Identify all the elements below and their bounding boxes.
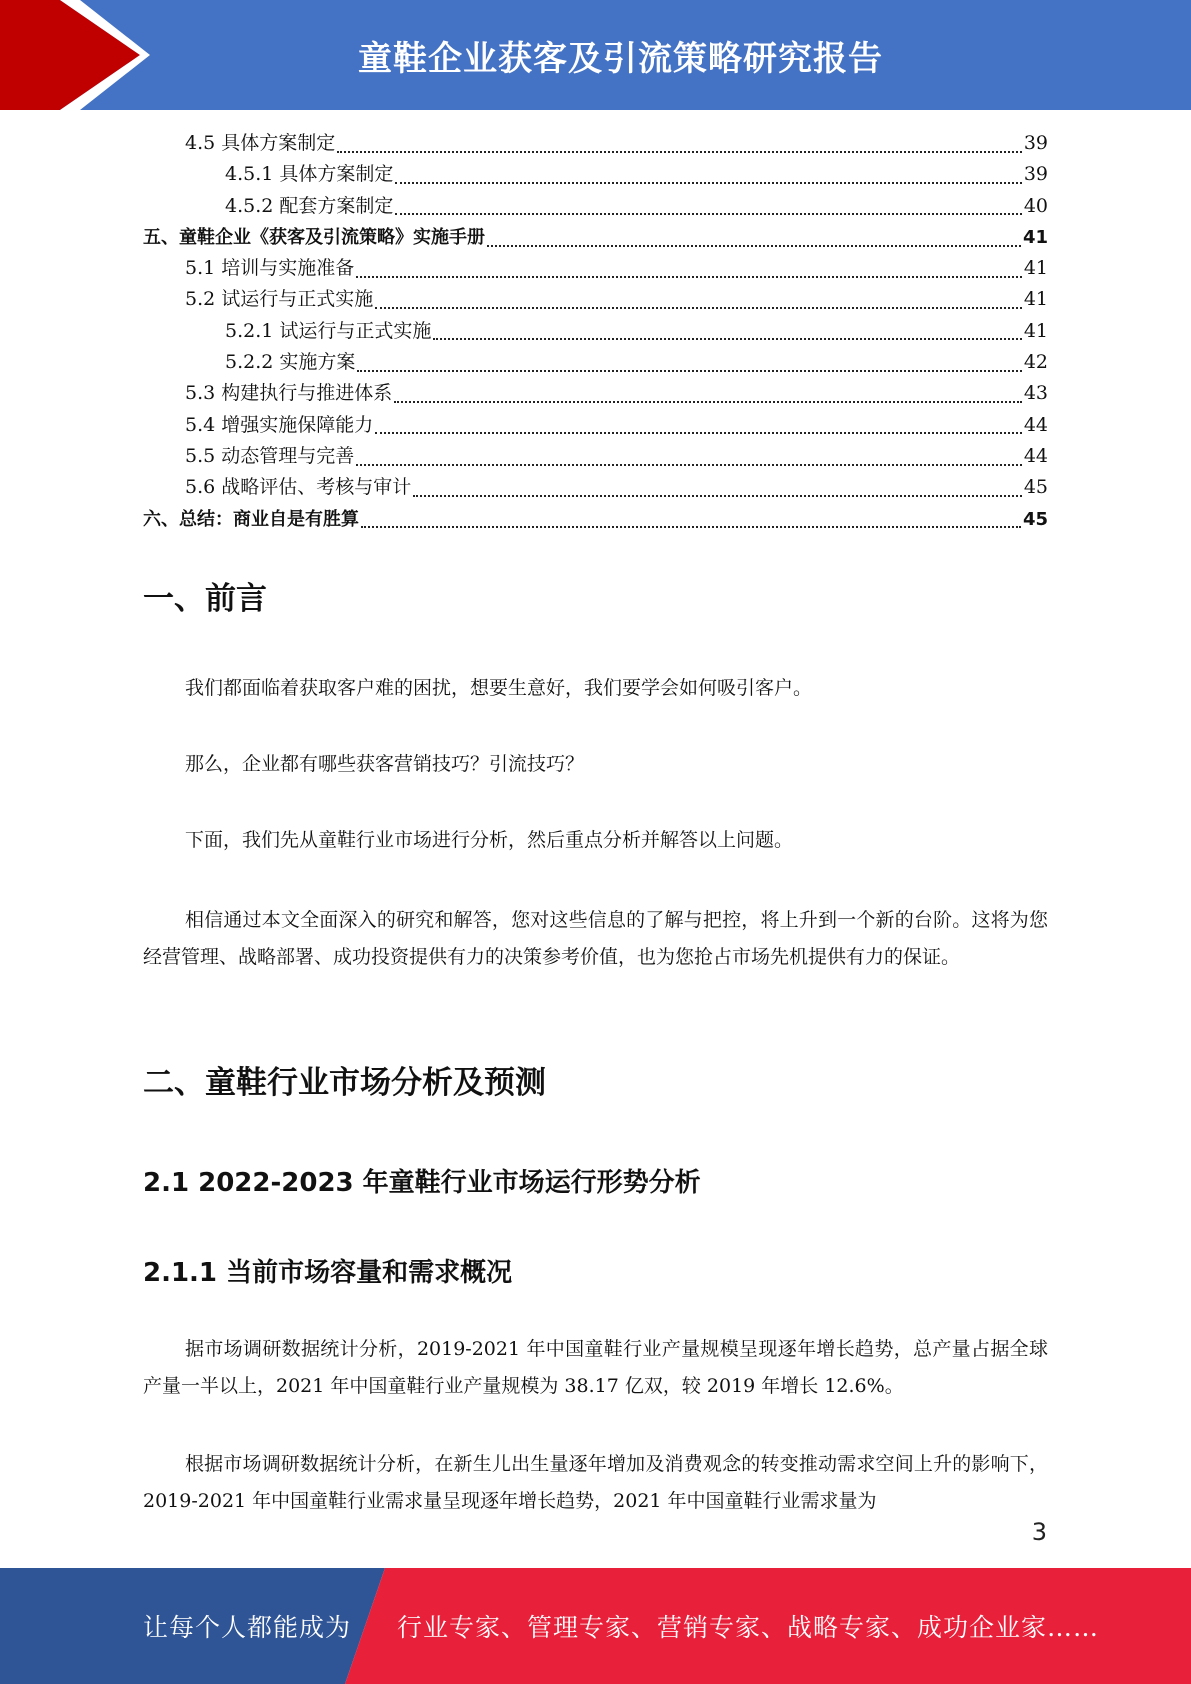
toc-leader-dots bbox=[361, 526, 1021, 528]
toc-entry-page: 42 bbox=[1023, 351, 1048, 374]
toc-entry-label: 4.5 具体方案制定 bbox=[185, 132, 336, 154]
toc-entry-page: 39 bbox=[1023, 132, 1048, 154]
toc-entry[interactable] bbox=[143, 222, 1048, 253]
paragraph: 相信通过本文全面深入的研究和解答，您对这些信息的了解与把控，将上升到一个新的台阶。这将为您经营管理、战略部署、成功投资提供有力的决策参考价值，也为您抢占市场先机提供有力的保证。 bbox=[143, 909, 1048, 968]
toc-entry-label: 5.5 动态管理与完善 bbox=[185, 444, 355, 467]
paragraph: 那么，企业都有哪些获客营销技巧？引流技巧？ bbox=[185, 753, 585, 775]
toc-leader-dots bbox=[337, 151, 1022, 153]
toc-entry-label: 五、童鞋企业《获客及引流策略》实施手册 bbox=[143, 226, 485, 248]
toc-entry-label: 4.5.1 具体方案制定 bbox=[225, 163, 394, 186]
toc-entry-label: 4.5.2 配套方案制定 bbox=[225, 194, 394, 217]
paragraph: 我们都面临着获取客户难的困扰，想要生意好，我们要学会如何吸引客户。 bbox=[185, 677, 813, 699]
toc-entry[interactable] bbox=[143, 191, 1048, 222]
header-arrow-decoration bbox=[0, 0, 200, 110]
toc-entry-page: 39 bbox=[1023, 163, 1048, 186]
toc-entry-page: 45 bbox=[1023, 476, 1048, 499]
table-of-contents bbox=[143, 128, 1048, 535]
toc-entry-label: 5.2.2 实施方案 bbox=[225, 351, 356, 374]
toc-leader-dots bbox=[413, 495, 1022, 497]
toc-entry-page: 41 bbox=[1023, 319, 1048, 342]
toc-leader-dots bbox=[356, 276, 1022, 278]
toc-entry-page: 40 bbox=[1023, 194, 1048, 217]
toc-entry[interactable] bbox=[143, 316, 1048, 347]
toc-entry[interactable] bbox=[143, 159, 1048, 190]
footer-banner bbox=[0, 1568, 1191, 1684]
toc-leader-dots bbox=[394, 401, 1022, 403]
toc-entry[interactable] bbox=[143, 378, 1048, 409]
header-banner bbox=[0, 0, 1191, 110]
toc-entry-label: 5.6 战略评估、考核与审计 bbox=[185, 476, 412, 499]
header-title: 童鞋企业获客及引流策略研究报告 bbox=[358, 38, 883, 79]
toc-leader-dots bbox=[375, 307, 1022, 309]
toc-entry-label: 5.4 增强实施保障能力 bbox=[185, 413, 374, 436]
toc-entry-page: 44 bbox=[1023, 444, 1048, 467]
toc-entry-label: 5.2.1 试运行与正式实施 bbox=[225, 319, 432, 342]
toc-entry[interactable] bbox=[143, 504, 1048, 535]
page-number: 3 bbox=[1031, 1518, 1047, 1546]
toc-leader-dots bbox=[395, 213, 1021, 215]
toc-entry-page: 41 bbox=[1023, 288, 1048, 311]
toc-entry[interactable] bbox=[143, 410, 1048, 441]
subsection-heading: 2.1 2022-2023 年童鞋行业市场运行形势分析 bbox=[143, 1168, 701, 1198]
toc-entry-page: 41 bbox=[1022, 226, 1048, 248]
toc-entry-label: 5.1 培训与实施准备 bbox=[185, 257, 355, 280]
toc-entry[interactable] bbox=[143, 472, 1048, 503]
toc-leader-dots bbox=[357, 370, 1021, 372]
toc-leader-dots bbox=[356, 464, 1022, 466]
toc-leader-dots bbox=[487, 245, 1021, 247]
footer-slogan-left: 让每个人都能成为 bbox=[143, 1613, 352, 1642]
toc-entry-label: 5.3 构建执行与推进体系 bbox=[185, 382, 393, 405]
toc-entry-page: 43 bbox=[1023, 382, 1048, 405]
footer-slogan-right: 行业专家、管理专家、营销专家、战略专家、成功企业家…… bbox=[397, 1613, 1100, 1642]
toc-entry[interactable] bbox=[143, 128, 1048, 159]
toc-entry[interactable] bbox=[143, 347, 1048, 378]
section-heading-market: 二、童鞋行业市场分析及预测 bbox=[143, 1065, 546, 1101]
paragraph: 根据市场调研数据统计分析，在新生儿出生量逐年增加及消费观念的转变推动需求空间上升的影响下，2019-2021 年中国童鞋行业需求量呈现逐年增长趋势，2021 年中国童鞋行业需求量为 bbox=[143, 1453, 1048, 1512]
toc-entry[interactable] bbox=[143, 441, 1048, 472]
toc-entry[interactable] bbox=[143, 253, 1048, 284]
toc-entry-page: 44 bbox=[1023, 413, 1048, 436]
toc-leader-dots bbox=[395, 182, 1021, 184]
toc-entry-page: 41 bbox=[1023, 257, 1048, 280]
toc-entry-page: 45 bbox=[1022, 508, 1048, 530]
toc-entry-label: 六、总结：商业自是有胜算 bbox=[143, 508, 359, 530]
toc-entry[interactable] bbox=[143, 284, 1048, 315]
toc-leader-dots bbox=[375, 432, 1022, 434]
paragraph: 据市场调研数据统计分析，2019-2021 年中国童鞋行业产量规模呈现逐年增长趋势，总产量占据全球产量一半以上，2021 年中国童鞋行业产量规模为 38.17 亿双，较 2019 年增长 12.6%。 bbox=[143, 1338, 1048, 1397]
section-heading-preface: 一、前言 bbox=[143, 581, 267, 617]
toc-leader-dots bbox=[433, 338, 1021, 340]
paragraph: 下面，我们先从童鞋行业市场进行分析，然后重点分析并解答以上问题。 bbox=[185, 829, 794, 851]
subsection-heading: 2.1.1 当前市场容量和需求概况 bbox=[143, 1258, 513, 1288]
toc-entry-label: 5.2 试运行与正式实施 bbox=[185, 288, 374, 311]
